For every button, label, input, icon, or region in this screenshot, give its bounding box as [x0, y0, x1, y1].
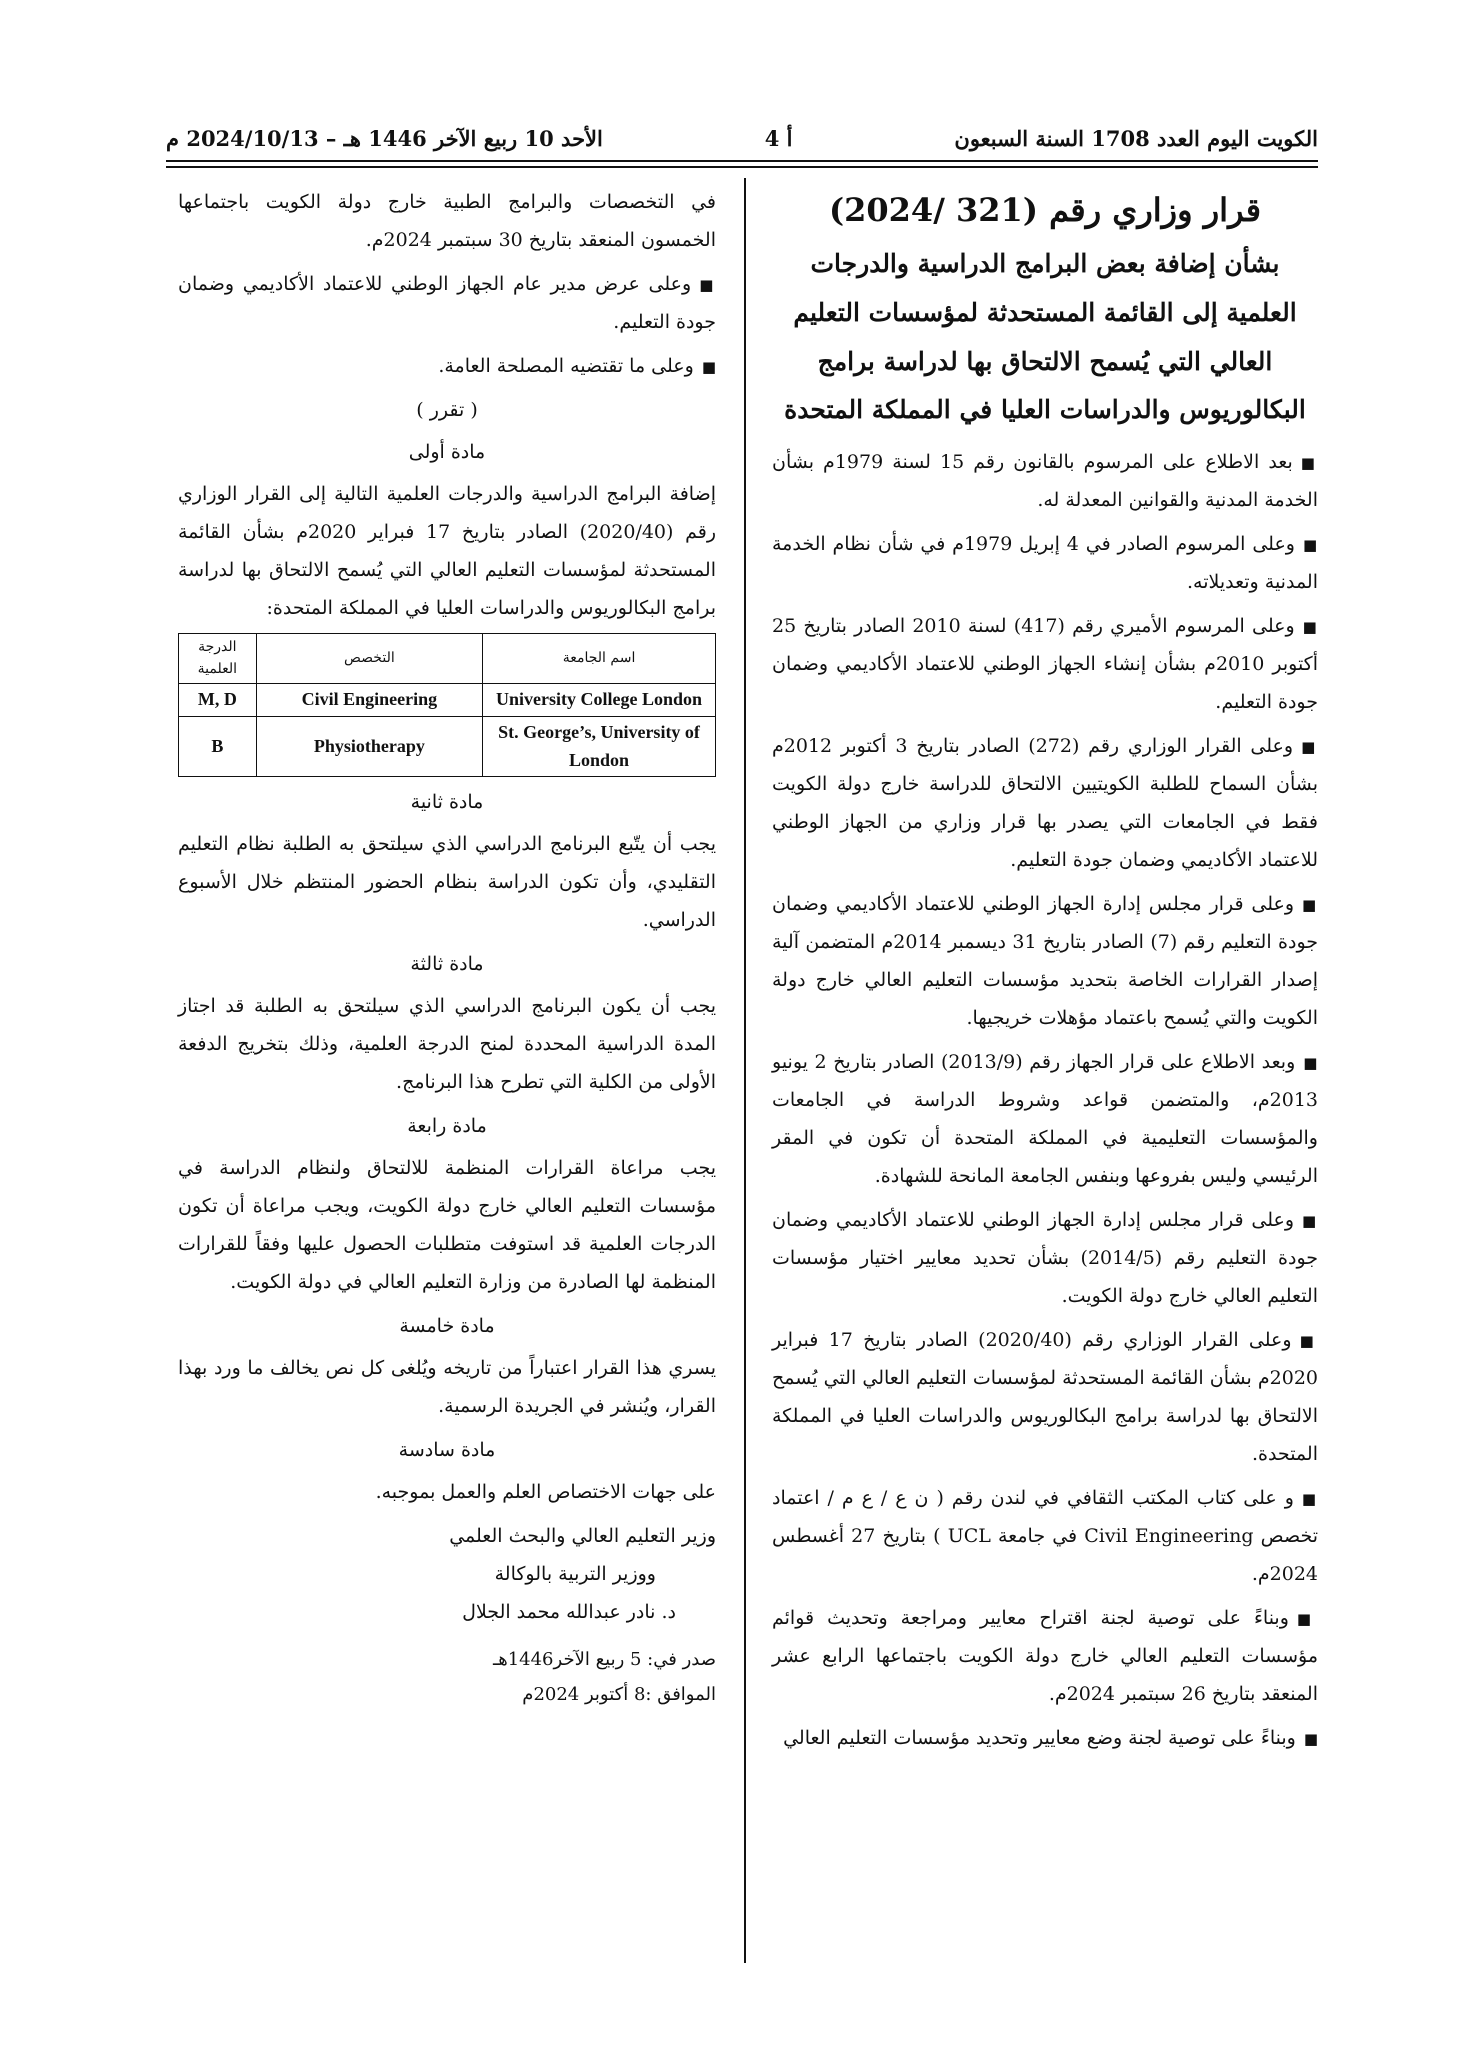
issue-block	[178, 1643, 716, 1711]
preamble-item: ■وعلى المرسوم الصادر في 4 إبريل 1979م في شأن نظام الخدمة المدنية وتعديلاته.	[772, 533, 1318, 593]
header-rule-top	[166, 160, 1318, 162]
table-cell: Civil Engineering	[256, 683, 482, 716]
table-header-cell: الدرجة العلمية	[179, 634, 257, 684]
issued-gregorian-date: الموافق :8 أكتوبر 2024م	[522, 1683, 716, 1705]
preamble-item: ■وبناءً على توصية لجنة اقتراح معايير ومراجعة وتحديث قوائم مؤسسات التعليم العالي خارج دولة الكويت باجتماعها الرابع عشر المنعقد بتاريخ 26 سبتمبر 2024م.	[772, 1607, 1318, 1705]
article-heading: مادة رابعة	[407, 1115, 487, 1138]
preamble-item: ■بعد الاطلاع على المرسوم بالقانون رقم 15 لسنة 1979م بشأن الخدمة المدنية والقوانين المعدلة له.	[772, 451, 1318, 511]
bullet-icon: ■	[701, 358, 716, 376]
bullet-icon: ■	[1299, 1332, 1318, 1350]
table-cell: University College London	[483, 683, 716, 716]
table-header-row	[179, 634, 716, 684]
signature-title: وزير التعليم العالي والبحث العلمي	[449, 1525, 716, 1548]
page-number: أ 4	[764, 125, 793, 151]
article-text: يسري هذا القرار اعتباراً من تاريخه ويُلغى كل نص يخالف ما ورد بهذا القرار، ويُنشر في الجريدة الرسمية.	[178, 1357, 716, 1418]
table-cell: B	[179, 716, 257, 777]
article-heading: مادة سادسة	[398, 1439, 496, 1462]
article-heading: مادة ثانية	[410, 791, 484, 814]
bullet-icon: ■	[699, 276, 716, 294]
preamble-item: ■و على كتاب المكتب الثقافي في لندن رقم ( ن ع / ع م / اعتماد تخصص Civil Engineering في جامعة UCL ) بتاريخ 27 أغسطس 2024م.	[772, 1487, 1318, 1585]
decides-label: ( تقرر )	[416, 399, 478, 421]
table-row	[179, 716, 716, 777]
preamble-item: ■وبناءً على توصية لجنة وضع معايير وتحديد مؤسسات التعليم العالي	[783, 1727, 1318, 1749]
article-heading: مادة أولى	[408, 441, 486, 463]
preamble-item: ■وعلى قرار مجلس إدارة الجهاز الوطني للاعتماد الأكاديمي وضمان جودة التعليم رقم (2014/5) بشأن تحديد معايير اختيار مؤسسات التعليم العالي خارج دولة الكويت.	[772, 1209, 1319, 1307]
signature-name: د. نادر عبدالله محمد الجلال	[462, 1601, 676, 1624]
table-cell: M, D	[179, 683, 257, 716]
table-row	[179, 683, 716, 716]
preamble-item: ■وعلى القرار الوزاري رقم (272) الصادر بتاريخ 3 أكتوبر 2012م بشأن السماح للطلبة الكويتيين الالتحاق للدراسة خارج دولة الكويت فقط في الجامعات التي يصدر بها قرار وزاري من الجهاز الوطني للاعتماد الأكاديمي وضمان جودة التعليم.	[772, 735, 1318, 871]
preamble-item: ■وعلى ما تقتضيه المصلحة العامة.	[438, 355, 716, 377]
article-text: يجب أن يكون البرنامج الدراسي الذي سيلتحق به الطلبة قد اجتاز المدة الدراسية المحددة لمنح الدرجة العلمية، وذلك بتخريج الدفعة الأولى من الكلية التي تطرح هذا البرنامج.	[178, 995, 716, 1094]
programs-table	[178, 633, 716, 777]
issue-date: الأحد 10 ربيع الآخر 1446 هـ – 2024/10/13 م	[166, 125, 603, 151]
bullet-icon: ■	[1296, 1610, 1318, 1628]
bullet-icon: ■	[1301, 1490, 1318, 1508]
decision-subtitle: بشأن إضافة بعض البرامج الدراسية والدرجات العلمية إلى القائمة المستحدثة لمؤسسات التعليم العالي التي يُسمح الالتحاق بها لدراسة برامج البكالوريوس والدراسات العليا في المملكة المتحدة	[784, 249, 1306, 425]
header-rule-bottom	[166, 166, 1318, 168]
bullet-icon: ■	[1301, 738, 1318, 756]
preamble-continuation: في التخصصات والبرامج الطبية خارج دولة الكويت باجتماعها الخمسون المنعقد بتاريخ 30 سبتمبر 2024م.	[178, 191, 716, 251]
article-heading: مادة ثالثة	[410, 953, 484, 976]
preamble-item: ■وعلى القرار الوزاري رقم (2020/40) الصادر بتاريخ 17 فبراير 2020م بشأن القائمة المستحدثة لمؤسسات التعليم العالي التي يُسمح الالتحاق بها لدراسة برامج البكالوريوس والدراسات العليا في المملكة المتحدة.	[772, 1329, 1318, 1465]
bullet-icon: ■	[1302, 1212, 1318, 1230]
preamble-item: ■وعلى المرسوم الأميري رقم (417) لسنة 2010 الصادر بتاريخ 25 أكتوبر 2010م بشأن إنشاء الجهاز الوطني للاعتماد الأكاديمي وضمان جودة التعليم.	[772, 615, 1319, 713]
bullet-icon: ■	[1302, 618, 1318, 636]
left-column	[178, 183, 716, 1712]
decision-title: قرار وزاري رقم (321 /2024)	[828, 191, 1262, 229]
bullet-icon: ■	[1302, 896, 1318, 914]
signature-acting-title: ووزير التربية بالوكالة	[494, 1563, 656, 1586]
article-text: يجب مراعاة القرارات المنظمة للالتحاق ولنظام الدراسة في مؤسسات التعليم العالي خارج دولة الكويت، ويجب مراعاة أن تكون الدرجات العلمية قد استوفت متطلبات الحصول عليها وفقاً للقرارات المنظمة لها الصادرة من وزارة التعليم العالي في دولة الكويت.	[178, 1157, 716, 1294]
table-header-cell: التخصص	[256, 634, 482, 684]
right-column	[772, 186, 1318, 1763]
preamble-item: ■وعلى عرض مدير عام الجهاز الوطني للاعتماد الأكاديمي وضمان جودة التعليم.	[178, 273, 716, 333]
table-cell: Physiotherapy	[256, 716, 482, 777]
article-text: يجب أن يتّبع البرنامج الدراسي الذي سيلتحق به الطلبة نظام التعليم التقليدي، وأن تكون الدراسة بنظام الحضور المنتظم خلال الأسبوع الدراسي.	[178, 833, 716, 932]
bullet-icon: ■	[1302, 536, 1318, 554]
article-text: على جهات الاختصاص العلم والعمل بموجبه.	[375, 1481, 716, 1504]
table-cell: St. George’s, University of London	[483, 716, 716, 777]
article-heading: مادة خامسة	[399, 1315, 495, 1338]
issued-hijri-date: صدر في: 5 ربيع الآخر1446هـ	[492, 1649, 716, 1671]
preamble-item: ■وعلى قرار مجلس إدارة الجهاز الوطني للاعتماد الأكاديمي وضمان جودة التعليم رقم (7) الصادر بتاريخ 31 ديسمبر 2014م المتضمن آلية إصدار القرارات الخاصة بتحديد مؤسسات التعليم العالي خارج دولة الكويت والتي يُسمح باعتماد مؤهلات خريجيها.	[772, 893, 1319, 1029]
preamble-item: ■وبعد الاطلاع على قرار الجهاز رقم (2013/9) الصادر بتاريخ 2 يونيو 2013م، والمتضمن قواعد وشروط الدراسة في الجامعات والمؤسسات التعليمية في المملكة المتحدة أن تكون في المقر الرئيسي وليس بفروعها وبنفس الجامعة المانحة للشهادة.	[772, 1051, 1318, 1187]
column-divider	[744, 178, 746, 1963]
page-header	[166, 118, 1318, 158]
bullet-icon: ■	[1303, 1054, 1318, 1072]
bullet-icon: ■	[1300, 454, 1318, 472]
gazette-issue-info: الكويت اليوم العدد 1708 السنة السبعون	[954, 125, 1318, 151]
article-text: إضافة البرامج الدراسية والدرجات العلمية التالية إلى القرار الوزاري رقم (2020/40) الصادر بتاريخ 17 فبراير 2020م بشأن القائمة المستحدثة لمؤسسات التعليم العالي التي يُسمح الالتحاق بها لدراسة برامج البكالوريوس والدراسات العليا في المملكة المتحدة:	[178, 483, 717, 619]
bullet-icon: ■	[1303, 1730, 1318, 1748]
table-header-cell: اسم الجامعة	[483, 634, 716, 684]
